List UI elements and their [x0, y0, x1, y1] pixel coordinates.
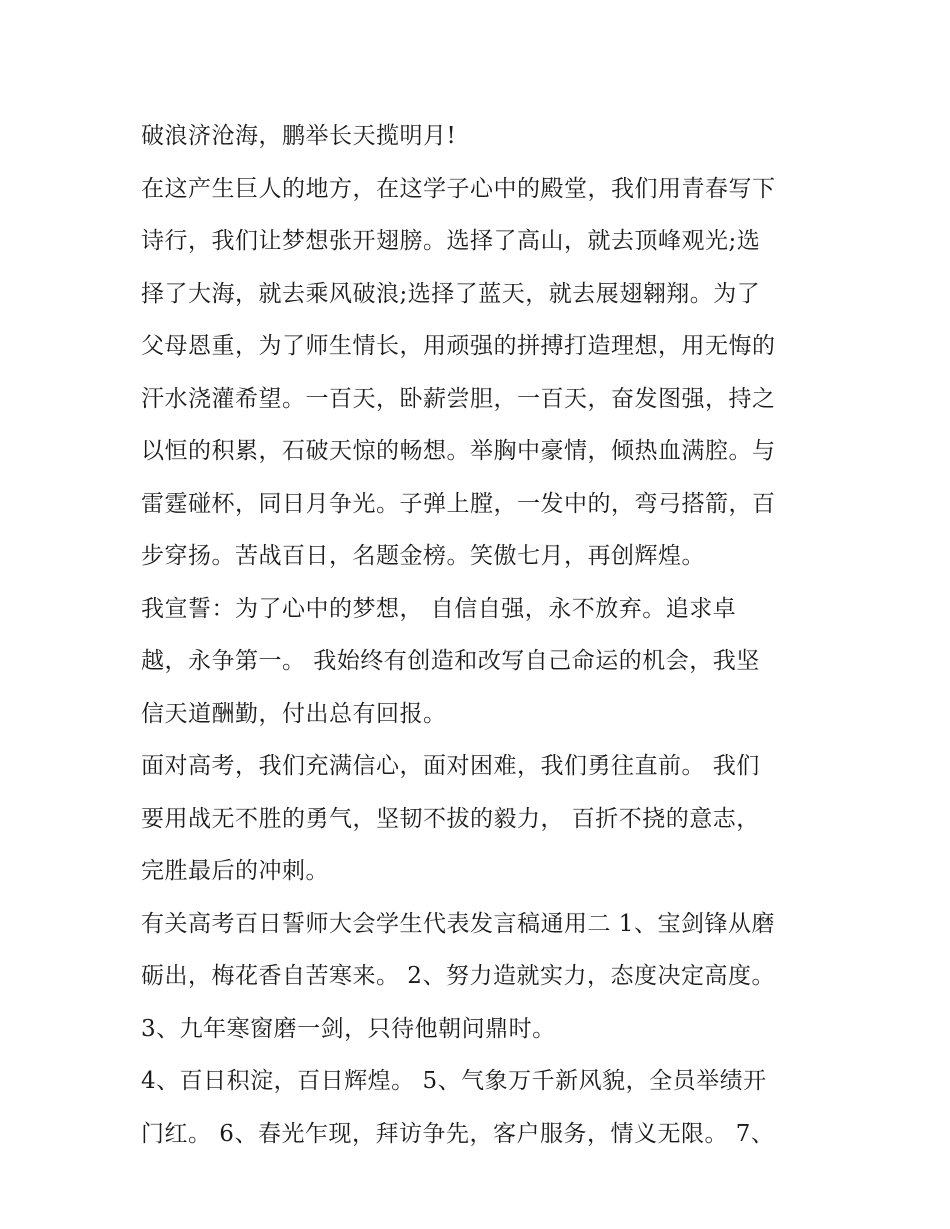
- text-line: 砺出，梅花香自苦寒来。 2、努力造就实力，态度决定高度。: [141, 963, 775, 989]
- text-line: 雷霆碰杯，同日月争光。子弹上膛，一发中的，弯弓搭箭，百: [141, 490, 776, 517]
- text-line: 在这产生巨人的地方，在这学子心中的殿堂，我们用青春写下: [141, 175, 776, 202]
- text-line: 3、九年寒窗磨一剑，只待他朝问鼎时。: [141, 1015, 556, 1042]
- text-line: 越，永争第一。 我始终有创造和改写自己命运的机会，我坚: [141, 648, 760, 674]
- text-line: 要用战无不胜的勇气，坚韧不拔的毅力， 百折不挠的意志，: [141, 805, 760, 832]
- document-body: [141, 110, 821, 1160]
- text-line: 诗行，我们让梦想张开翅膀。选择了高山，就去顶峰观光;选: [141, 228, 761, 254]
- text-line: 父母恩重，为了师生情长，用顽强的拼搏打造理想，用无悔的: [141, 333, 776, 359]
- text-line: 面对高考，我们充满信心，面对困难，我们勇往直前。 我们: [141, 753, 760, 779]
- text-line: 我宣誓：为了心中的梦想， 自信自强，永不放弃。追求卓: [141, 595, 737, 622]
- text-line: 步穿扬。苦战百日，名题金榜。笑傲七月，再创辉煌。: [141, 543, 705, 569]
- text-line: 择了大海，就去乘风破浪;选择了蓝天，就去展翅翱翔。为了: [141, 280, 761, 307]
- text-line: 门红。 6、春光乍现，拜访争先，客户服务，情义无限。 7、: [141, 1120, 775, 1147]
- text-line: 破浪济沧海，鹏举长天揽明月!: [141, 123, 457, 149]
- text-line: 有关高考百日誓师大会学生代表发言稿通用二 1、宝剑锋从磨: [141, 910, 775, 937]
- text-line: 汗水浇灌希望。一百天，卧薪尝胆，一百天，奋发图强，持之: [141, 385, 776, 412]
- text-line: 完胜最后的冲刺。: [141, 858, 329, 884]
- text-line: 4、百日积淀，百日辉煌。 5、气象万千新风貌，全员举绩开: [141, 1068, 767, 1094]
- text-line: 信天道酬勤，付出总有回报。: [141, 700, 447, 727]
- text-line: 以恒的积累，石破天惊的畅想。举胸中豪情，倾热血满腔。与: [141, 438, 776, 464]
